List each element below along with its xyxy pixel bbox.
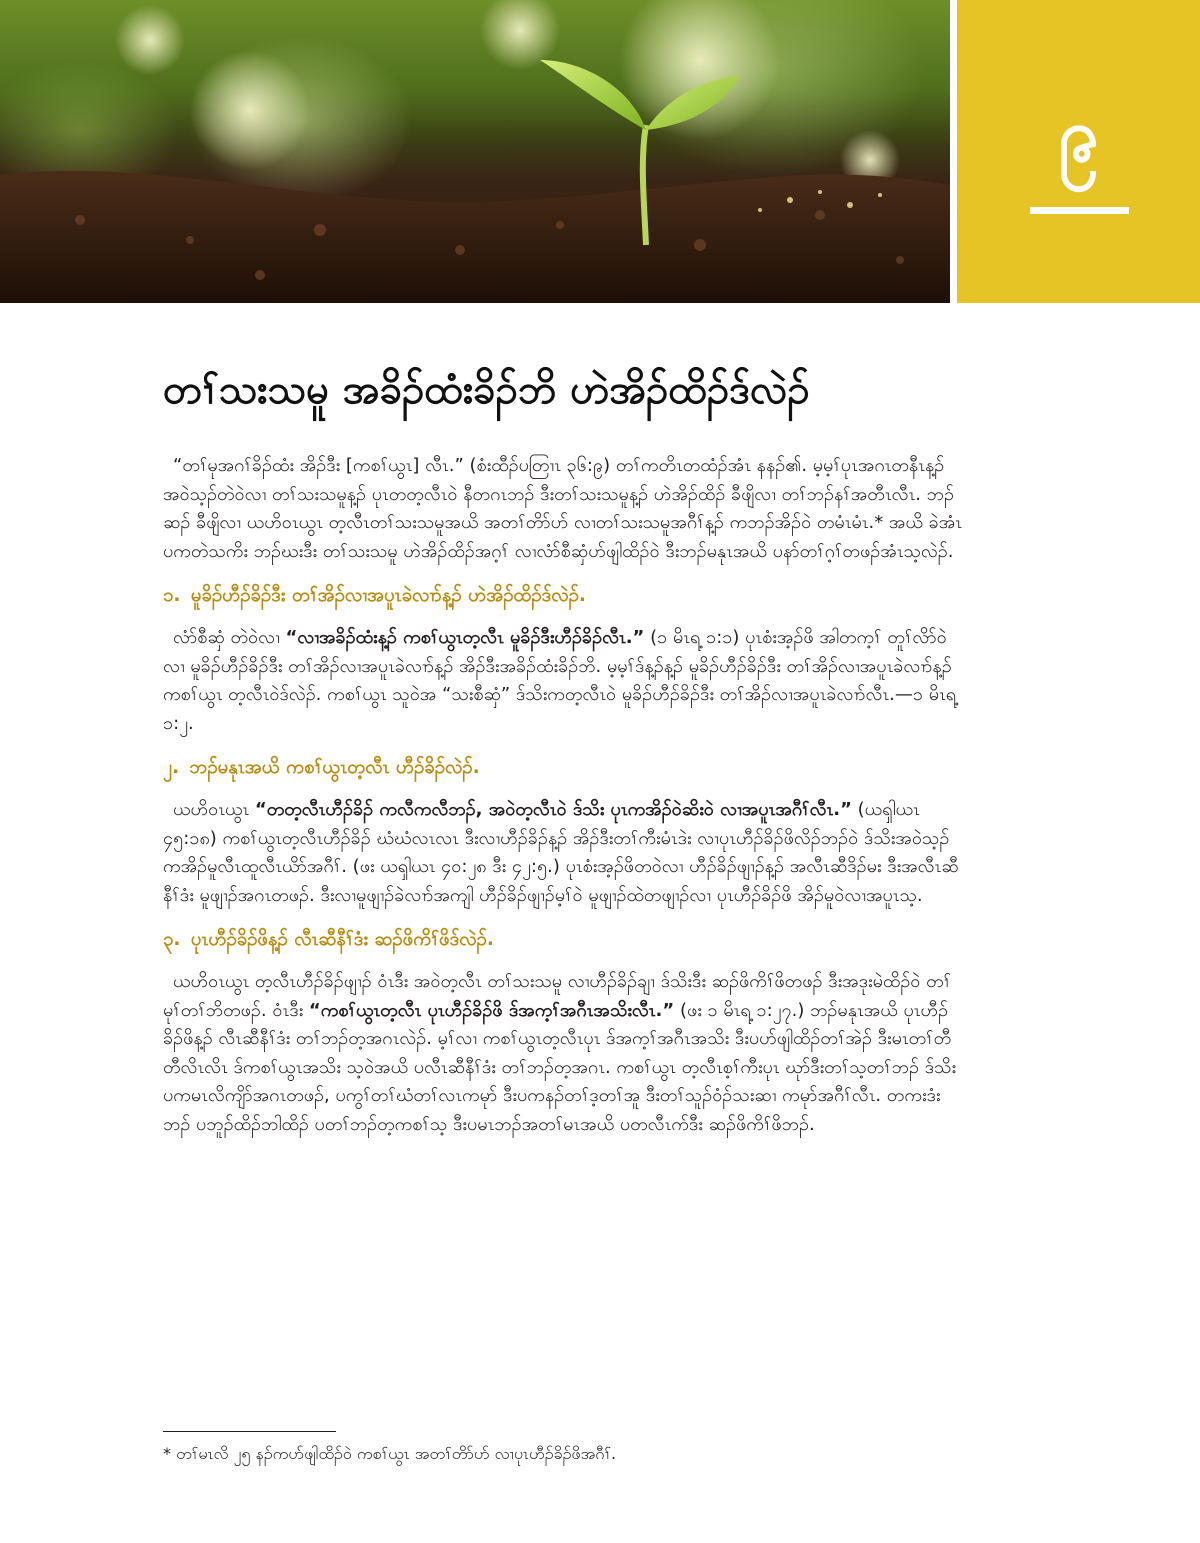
section-heading xyxy=(163,582,963,610)
article-body xyxy=(163,452,963,1139)
section-heading-text: မူခိၣ်ဟီၣ်ခိၣ်ဒီး တၢ်အိၣ်လၢအပူၤခဲလၢာ်န့ၣ် ဟဲအိၣ်ထိၣ်ဒ်လဲၣ်. xyxy=(190,585,586,606)
chapter-marker xyxy=(957,0,1200,303)
section-3 xyxy=(163,926,963,1139)
chapter-number: ၉ xyxy=(1058,92,1099,176)
intro-paragraph: “တၢ်မုအဂၢ်ခိၣ်ထံး အိၣ်ဒီး [ကစၢ်ယွၤ] လီၤ.” (စံးထီၣ်ပတြၢၤ ၃၆:၉) တၢ်ကတိၤတထံၣ်အံၤ နနၣ်၏. မ့မ့ၢ်ပုၤအဂၤတနီၤန့ၣ် အဝဲသ့ၣ်တဲဝဲလၢ တၢ်သးသမူန့ၣ် ပုၤတတ့လီၤဝဲ နီတဂၤဘၣ် ဒီးတၢ်သးသမူန့ၣ် ဟဲအိၣ်ထိၣ် ခီဖျိလၢ တၢ်ဘၣ်နၢ်အတီၤလီၤ. ဘၣ်ဆၣ် ခီဖျိလၢ ယဟိဝၤယွၤ တ့လီၤတၢ်သးသမူအယိ အတၢ်တိာ်ပာ် လၢတၢ်သးသမူအဂီၢ်န့ၣ် ကဘၣ်အိၣ်ဝဲ တမံၤမံၤ.* အယိ ခဲအံၤ ပကတဲသကိး ဘၣ်ဃးဒီး တၢ်သးသမူ ဟဲအိၣ်ထိၣ်အဂ့ၢ် လၢလံာ်စီဆှံပာ်ဖျါထိၣ်ဝဲ ဒီးဘၣ်မနုၤအယိ ပနာ်တၢ်ဂ့ၢ်တဖၣ်အံၤသ့လဲၣ်. xyxy=(163,455,963,562)
page-title: တၢ်သးသမူ အခိၣ်ထံးခိၣ်ဘိ ဟဲအိၣ်ထိၣ်ဒ်လဲၣ် xyxy=(163,367,810,413)
header-photo-seedling xyxy=(0,0,950,303)
section-paragraph xyxy=(163,624,963,738)
seedling-illustration xyxy=(0,0,950,303)
section-lead-text: ယဟိဝၤယွၤ xyxy=(173,799,255,820)
section-rest-text: (၁ မိၤရ့ ၁:၁) ပုၤစံးအ့ၣ်ဖိ အါတက့ၢ် တူၢ်လိာ်ဝဲလၢ မူခိၣ်ဟီၣ်ခိၣ်ဒီး တၢ်အိၣ်လၢအပူၤခဲလၢာ်န့ၣ် အိၣ်ဒီးအခိၣ်ထံးခိၣ်ဘိ. မ့မ့ၢ်ဒ်န့ၣ်န့ၣ် မူခိၣ်ဟီၣ်ခိၣ်ဒီး တၢ်အိၣ်လၢအပူၤခဲလၢာ်န့ၣ် ကစၢ်ယွၤ တ့လီၤဝဲဒ်လဲၣ်. ကစၢ်ယွၤ သူဝဲအ “သးစီဆှံ” ဒ်သိးကတ့လီၤဝဲ မူခိၣ်ဟီၣ်ခိၣ်ဒီး တၢ်အိၣ်လၢအပူၤခဲလၢာ်လီၤ.—၁ မိၤရ့ ၁:၂. xyxy=(163,627,957,734)
footnote: * တၢ်မၤလိ ၂၅ နၣ်ကပာ်ဖျါထိၣ်ဝဲ ကစၢ်ယွၤ အတၢ်တိာ်ပာ် လၢပုၤဟီၣ်ခိၣ်ဖိအဂီၢ်. xyxy=(163,1444,617,1463)
section-paragraph xyxy=(163,796,963,910)
section-2 xyxy=(163,754,963,910)
section-heading-text: ဘၣ်မနုၤအယိ ကစၢ်ယွၤတ့လီၤ ဟီၣ်ခိၣ်လဲၣ်. xyxy=(189,757,480,778)
scripture-quote: “ကစၢ်ယွၤတ့လီၤ ပုၤဟီၣ်ခိၣ်ဖိ ဒ်အက့ၢ်အဂီၤအသိးလီၤ.” xyxy=(308,999,675,1021)
scripture-quote: “လၢအခိၣ်ထံးန့ၣ် ကစၢ်ယွၤတ့လီၤ မူခိၣ်ဒီးဟီၣ်ခိၣ်လီၤ.” xyxy=(285,627,645,648)
scripture-quote: “တတ့လီၤဟီၣ်ခိၣ် ကလီကလီဘၣ်, အဝဲတ့လီၤဝဲ ဒ်သိး ပုၤကအိၣ်ဝဲဆိးဝဲ လၢအပူၤအဂီၢ်လီၤ.” xyxy=(254,799,852,820)
section-1 xyxy=(163,582,963,738)
chapter-underline xyxy=(1030,207,1129,214)
section-rest-text: (ယၡါယၤ ၄၅:၁၈) ကစၢ်ယွၤတ့လီၤဟီၣ်ခိၣ် ဃံဃံလၤလၤ ဒီးလၢဟီၣ်ခိၣ်န့ၣ် အိၣ်ဒီးတၢ်ကီးမံၤဒဲး လၢပုၤဟီၣ်ခိၣ်ဖိလိၣ်ဘၣ်ဝဲ ဒ်သိးအဝဲသ့ၣ် ကအိၣ်မူလီၤထူလီၤယိာ်အဂီၢ်. (ဖး ယၡါယၤ ၄၀:၂၈ ဒီး ၄၂:၅.) ပုၤစံးအ့ၣ်ဖိတဝဲလၢ ဟီၣ်ခိၣ်ဖျၢၣ်န့ၣ် အလီၤဆီဒိၣ်မး ဒီးအလီၤဆီနီၢ်ဒံး မူဖျၢၣ်အဂၤတဖၣ်. ဒီးလၢမူဖျၢၣ်ခဲလၢာ်အကျါ ဟီၣ်ခိၣ်ဖျၢၣ်မ့ၢ်ဝဲ မူဖျၢၣ်ထဲတဖျၢၣ်လၢ ပုၤဟီၣ်ခိၣ်ဖိ အိၣ်မူဝဲလၢအပူၤသ့. xyxy=(163,799,959,906)
section-lead-text: လံာ်စီဆှံ တဲဝဲလၢ xyxy=(173,627,286,648)
section-number: ၁. xyxy=(163,585,181,606)
section-number: ၃. xyxy=(163,929,181,950)
section-rest-text: (ဖး ၁ မိၤရ့ ၁:၂၇.) ဘၣ်မနုၤအယိ ပုၤဟီၣ်ခိၣ်ဖိန့ၣ် လီၤဆီနီၢ်ဒံး တၢ်ဘၣ်တ့အဂၤလဲၣ်. မ့ၢ်လၢ ကစၢ်ယွၤတ့လီၤပုၤ ဒ်အက့ၢ်အဂီၤအသိး ဒီးပပာ်ဖျါထိၣ်တၢ်အဲၣ် ဒီးမၤတၢ်တီတီလိၤလိၤ ဒ်ကစၢ်ယွၤအသိး သ့ဝဲအယိ ပလီၤဆီနီၢ်ဒံး တၢ်ဘၣ်တ့အဂၤ. ကစၢ်ယွၤ တ့လီၤစ့ၢ်ကီးပုၤ ဃုာ်ဒီးတၢ်သ့တၢ်ဘၣ် ဒ်သိးပကမၤလိကျိာ်အဂၤတဖၣ်, ပကွၢ်တၢ်ဃံတၢ်လၤကမုာ် ဒီးပကနၣ်တၢ်ဒ့တၢ်အူ ဒီးတၢ်သူၣ်ဝံၣ်သးဆၢ ကမုာ်အဂီၢ်လီၤ. တကးဒံးဘၣ် ပဘူၣ်ထိၣ်ဘါထိၣ် ပတၢ်ဘၣ်တ့ကစၢ်သ့ ဒီးပမၤဘၣ်အတၢ်မၤအယိ ပတလီၤက်ဒီး ဆၣ်ဖိကိၢ်ဖိဘၣ်. xyxy=(163,999,957,1135)
footnote-divider xyxy=(163,1431,336,1432)
section-lead-text: ယဟိဝၤယွၤ တ့လီၤဟီၣ်ခိၣ်ဖျၢၣ် ဝံၤဒီး အဝဲတ့လီၤ တၢ်သးသမူ လၢဟီၣ်ခိၣ်ချၢ ဒ်သိးဒီး ဆၣ်ဖိကိၢ်ဖိတဖၣ် ဒီးအဒုးမဲထိၣ်ဝဲ တၢ်မုၢ်တၢ်ဘိတဖၣ်. ဝံၤဒီး xyxy=(163,971,952,1021)
section-heading-text: ပုၤဟီၣ်ခိၣ်ဖိန့ၣ် လီၤဆီနီၢ်ဒံး ဆၣ်ဖိကိၢ်ဖိဒ်လဲၣ်. xyxy=(190,929,494,950)
section-paragraph xyxy=(163,968,963,1139)
section-number: ၂. xyxy=(163,757,180,778)
section-heading xyxy=(163,926,963,954)
section-heading xyxy=(163,754,963,782)
